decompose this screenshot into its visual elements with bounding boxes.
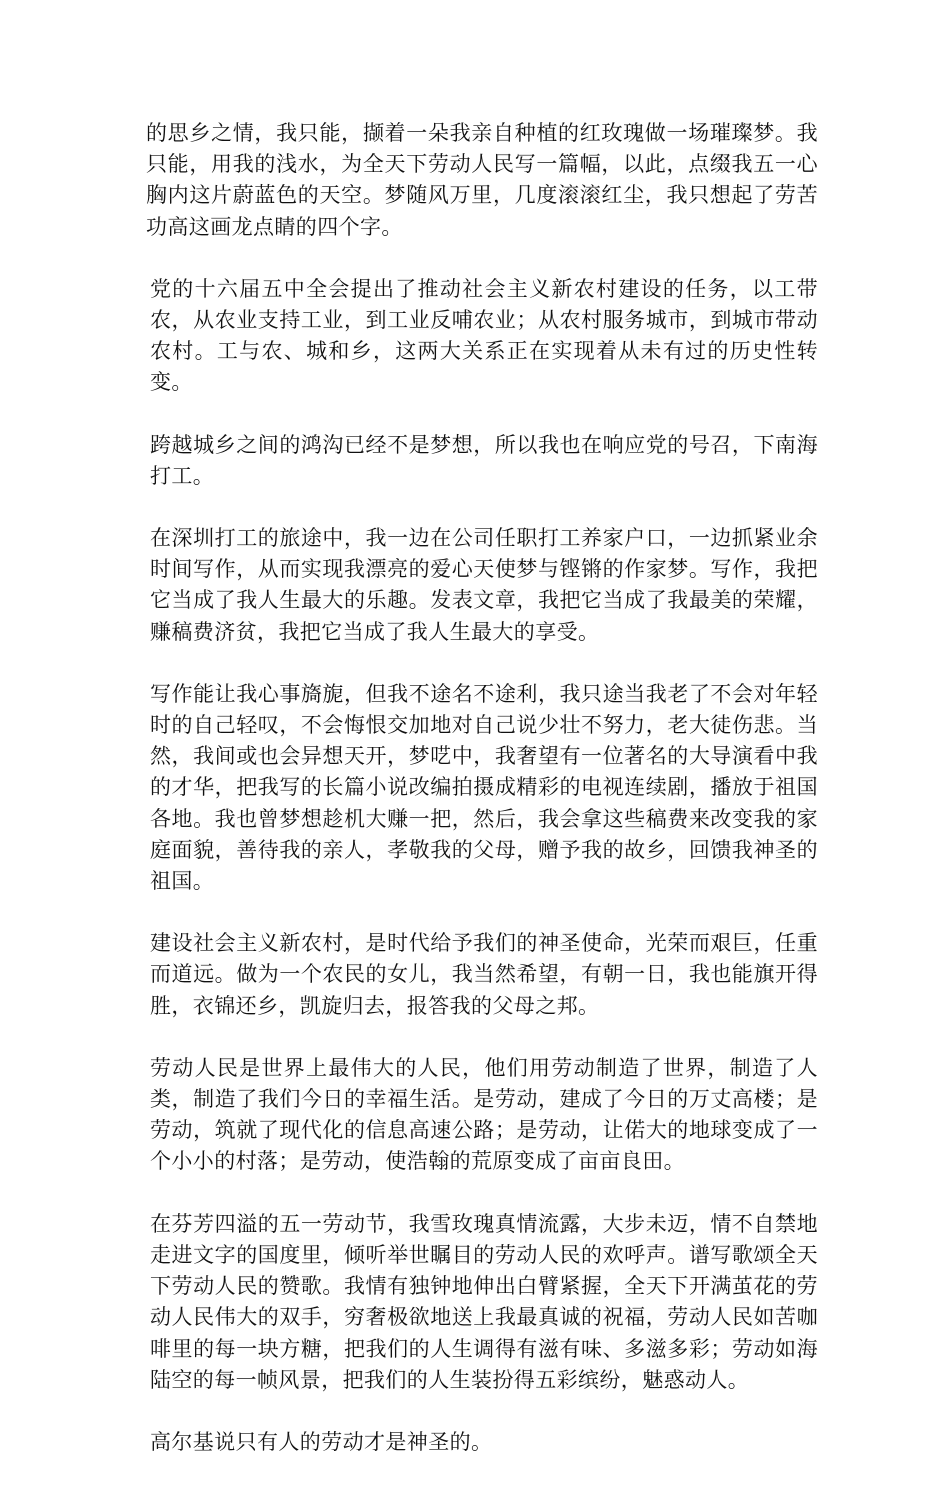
paragraph-2: 党的十六届五中全会提出了推动社会主义新农村建设的任务，以工带农，从农业支持工业，到工业反哺农业；从农村服务城市，到城市带动农村。工与农、城和乡，这两大关系正在实现着从未有过的历史性转变。 [150,276,818,395]
paragraph-7: 劳动人民是世界上最伟大的人民，他们用劳动制造了世界，制造了人类，制造了我们今日的幸福生活。是劳动，建成了今日的万丈高楼；是劳动，筑就了现代化的信息高速公路；是劳动，让偌大的地球变成了一个小小的村落；是劳动，使浩翰的荒原变成了亩亩良田。 [150,1055,818,1174]
paragraph-3: 跨越城乡之间的鸿沟已经不是梦想，所以我也在响应党的号召，下南海打工。 [150,432,818,488]
paragraph-9: 高尔基说只有人的劳动才是神圣的。 [150,1429,493,1454]
paragraph-5: 写作能让我心事旖旎，但我不途名不途利，我只途当我老了不会对年轻时的自己轻叹，不会悔恨交加地对自己说少壮不努力，老大徒伤悲。当然，我间或也会异想天开，梦呓中，我奢望有一位著名的大导演看中我的才华，把我写的长篇小说改编拍摄成精彩的电视连续剧，播放于祖国各地。我也曾梦想趁机大赚一把，然后，我会拿这些稿费来改变我的家庭面貌，善待我的亲人，孝敬我的父母，赠予我的故乡，回馈我神圣的祖国。 [150,681,818,894]
paragraph-4: 在深圳打工的旅途中，我一边在公司任职打工养家户口，一边抓紧业余时间写作，从而实现我漂亮的爱心天使梦与铿锵的作家梦。写作，我把它当成了我人生最大的乐趣。发表文章，我把它当成了我最美的荣耀，赚稿费济贫，我把它当成了我人生最大的享受。 [150,526,818,644]
document-body [146,118,818,1489]
paragraph-1: 的思乡之情，我只能，撷着一朵我亲自种植的红玫瑰做一场璀璨梦。我只能，用我的浅水，为全天下劳动人民写一篇幅，以此，点缀我五一心胸内这片蔚蓝色的天空。梦随风万里，几度滚滚红尘，我只想起了劳苦功高这画龙点睛的四个字。 [146,121,818,239]
paragraph-8: 在芬芳四溢的五一劳动节，我雪玫瑰真情流露，大步未迈，情不自禁地走进文字的国度里，倾听举世瞩目的劳动人民的欢呼声。谱写歌颂全天下劳动人民的赞歌。我情有独钟地伸出白臂紧握，全天下开满茧花的劳动人民伟大的双手，穷奢极欲地送上我最真诚的祝福，劳动人民如苦咖啡里的每一块方糖，把我们的人生调得有滋有味、多滋多彩；劳动如海陆空的每一帧风景，把我们的人生装扮得五彩缤纷，魅惑动人。 [150,1211,818,1392]
paragraph-6: 建设社会主义新农村，是时代给予我们的神圣使命，光荣而艰巨，任重而道远。做为一个农民的女儿，我当然希望，有朝一日，我也能旗开得胜，衣锦还乡，凯旋归去，报答我的父母之邦。 [150,931,818,1018]
